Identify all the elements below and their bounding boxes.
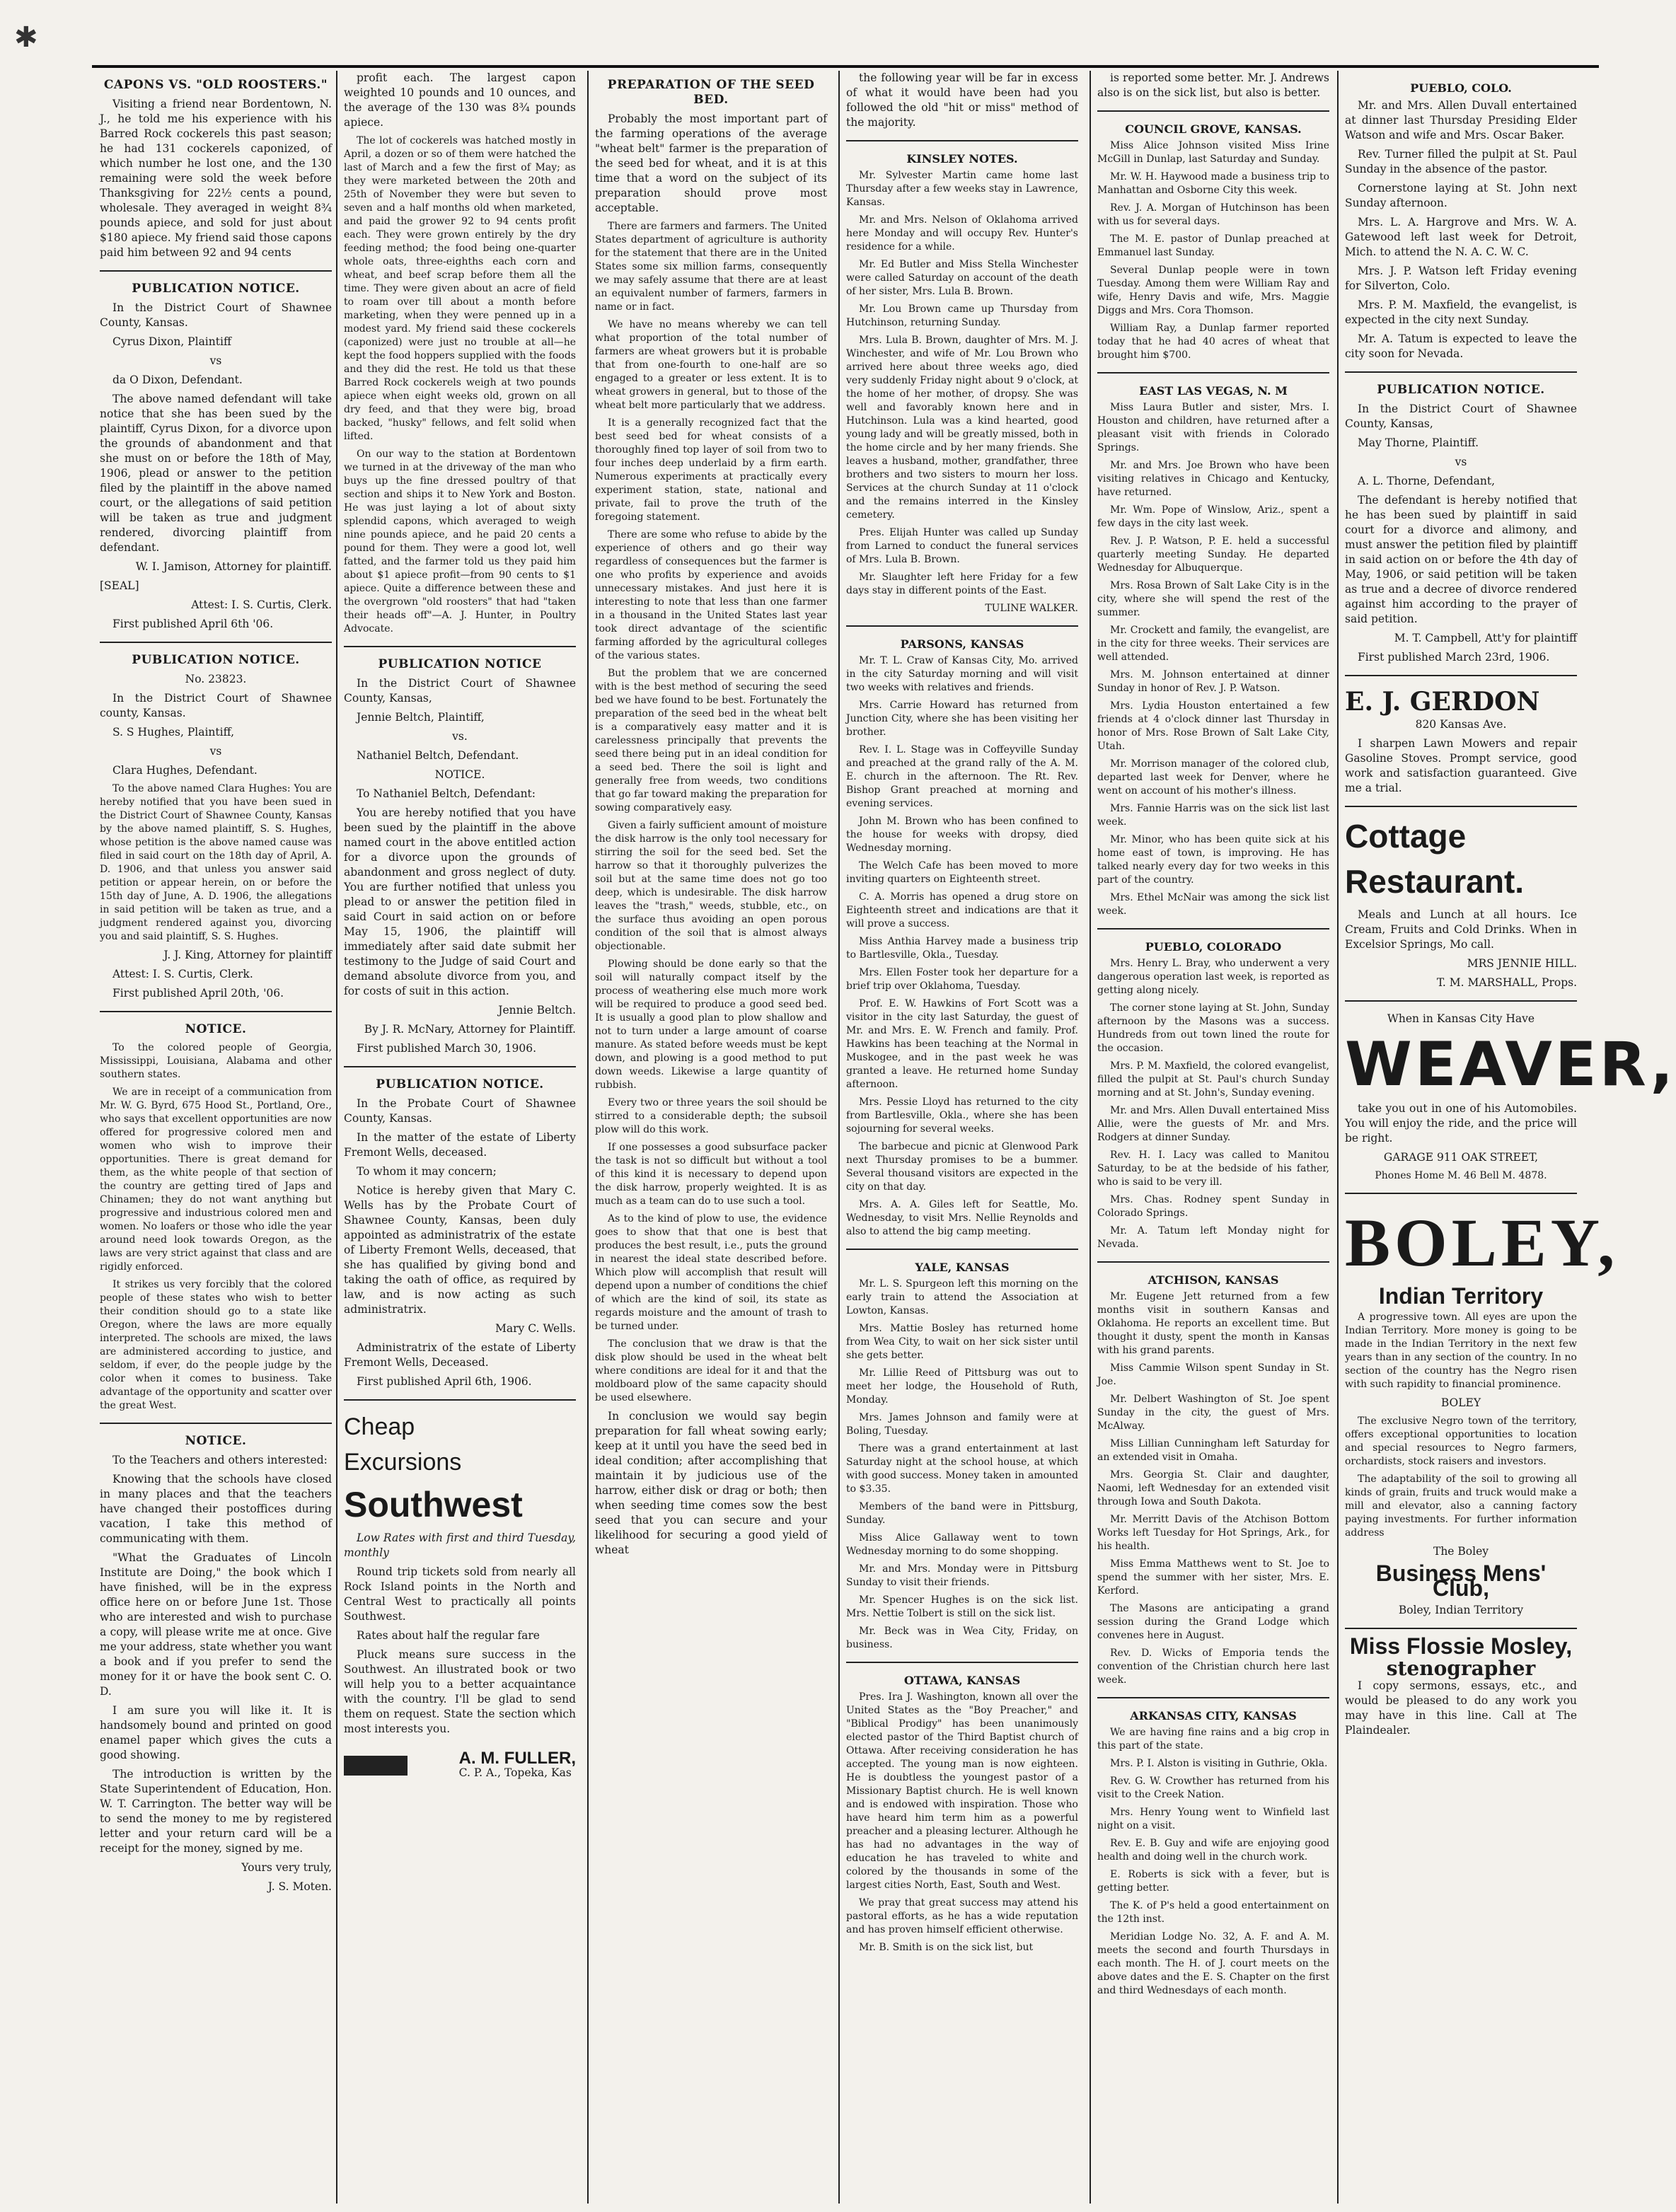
news-item: Mr. Lillie Reed of Pittsburg was out to meet her lodge, the Household of Ruth, Monday. <box>846 1367 1078 1406</box>
notice-defendant: da O Dixon, Defendant. <box>112 374 243 386</box>
article-body: Probably the most important part of the farming operations of the average "wheat belt" farmer is the preparation of the seed bed for wheat, and it is at this time that a word on the subject of its preparation should prove most acceptable. <box>595 112 827 214</box>
news-item: C. A. Morris has opened a drug store on Eighteenth street and indications are that it will prove a success. <box>846 891 1078 930</box>
notice-title: PUBLICATION NOTICE. <box>376 1077 544 1091</box>
notice-attorney: J. J. King, Attorney for plaintiff <box>163 949 332 961</box>
ad-boley-club: The Boley <box>1433 1545 1489 1558</box>
news-item: Miss Anthia Harvey made a business trip to Bartlesville, Okla., Tuesday. <box>846 936 1078 961</box>
section-title: PUEBLO, COLORADO <box>1145 940 1282 954</box>
news-item: Rev. Turner filled the pulpit at St. Paul Sunday in the absence of the pastor. <box>1345 148 1577 175</box>
news-item: E. Roberts is sick with a fever, but is getting better. <box>1097 1869 1329 1894</box>
news-item: Mrs. Ethel McNair was among the sick list week. <box>1097 892 1329 917</box>
notice-body: "What the Graduates of Lincoln Institute are Doing," the book which I have finished, will be in the express office here on or before June 1st. Those who are interested and wish to purchase a copy, will please write me at once. Give me your address, state whether you want a book and if you prefer to send the money for it or have the book sent C. O. D. <box>100 1551 332 1698</box>
divider <box>1345 806 1577 807</box>
notice-body: The above named defendant will take notice that she has been sued by the plaintiff, Cyrus Dixon, for a divorce upon the grounds of abandonment and that she must on or before the 18th of May, 1906, plead or answer to the petition filed by the plaintiff in the above named court, or the allegations of said petition will be taken as true and judgment rendered, divorcing plaintiff from defendant. <box>100 393 332 554</box>
notice-body: I am sure you will like it. It is handsomely bound and printed on good enamel paper which gives the cuts a good showing. <box>100 1704 332 1761</box>
ad-gerdon-address: 820 Kansas Ave. <box>1415 718 1507 731</box>
notice-published: First published April 6th, 1906. <box>357 1375 532 1388</box>
news-item: Mr. Merritt Davis of the Atchison Bottom Works left Tuesday for Hot Springs, Ark., for his health. <box>1097 1514 1329 1552</box>
news-item: Mr. Ed Butler and Miss Stella Winchester were called Saturday on account of the death of her sister, Mrs. Lula B. Brown. <box>846 259 1078 297</box>
article-body: the following year will be far in excess of what it would have been had you followed the old "hit or miss" method of the majority. <box>846 71 1078 129</box>
news-item: Mr. and Mrs. Allen Duvall entertained Miss Allie, were the guests of Mr. and Mrs. Rodgers at dinner Sunday. <box>1097 1105 1329 1143</box>
notice-to: To Nathaniel Beltch, Defendant: <box>357 787 536 800</box>
news-item: Mrs. L. A. Hargrove and Mrs. W. A. Gatewood left last week for Detroit, Mich. to attend the N. A. C. W. C. <box>1345 216 1577 258</box>
news-item: William Ray, a Dunlap farmer reported today that he had 40 acres of wheat that brought him $700. <box>1097 323 1329 361</box>
news-item: Mr. B. Smith is on the sick list, but <box>859 1942 1034 1953</box>
article-body: Given a fairly sufficient amount of moisture the disk harrow is the only tool necessary for stirring the soil for the seed bed. Set the harrow so that it thoroughly pulverizes the soil but at the same time does not go too deep, which is undesirable. The disk harrow leaves the "trash," weeds, stubble, etc., on the surface thus avoiding an open porous condition of the soil that is almost always objectionable. <box>595 820 827 952</box>
notice-published: First published March 30, 1906. <box>357 1042 536 1055</box>
news-item: Mr. Morrison manager of the colored club, departed last week for Denver, where he went on account of his mother's illness. <box>1097 758 1329 797</box>
section-title: ATCHISON, KANSAS <box>1148 1273 1279 1287</box>
article-body: Plowing should be done early so that the soil will naturally compact itself by the process of weathering else much more work will be required to produce a good seed bed. It is usually a good plan to plow shallow and not to turn under a large amount of coarse manure. As stated before weeds must be kept down, and plowing is a good method to put down weeds. Likewise a large quantity of rubbish. <box>595 959 827 1091</box>
notice-admin: Administratrix of the estate of Liberty Fremont Wells, Deceased. <box>344 1341 576 1369</box>
ad-boley-body: A progressive town. All eyes are upon the Indian Territory. More money is going to be made in the Indian Territory in the next few years than in any section of the country. In no section of the country has the Negro risen with such rapidity to financial prominence. <box>1345 1311 1577 1390</box>
column-rule <box>587 71 589 2204</box>
top-rule <box>92 65 1599 68</box>
notice-body: To the Teachers and others interested: <box>112 1454 328 1466</box>
article-body: If one possesses a good subsurface packer the task is not so difficult but without a tool of this kind it is necessary to depend upon the disk harrow, properly weighted. It is as much as a team can do to use such a tool. <box>595 1142 827 1207</box>
train-icon <box>344 1756 408 1776</box>
news-item: Mrs. A. A. Giles left for Seattle, Mo. Wednesday, to visit Mrs. Nellie Reynolds and also to attend the big camp meeting. <box>846 1199 1078 1237</box>
ad-name: A. M. FULLER, <box>458 1749 576 1768</box>
news-item: Several Dunlap people were in town Tuesday. Among them were William Ray and wife, Henry Davis and wife, Mrs. Maggie Diggs and Mrs. Cora Thomson. <box>1097 265 1329 316</box>
section-title: OTTAWA, KANSAS <box>903 1674 1021 1687</box>
article-body: The lot of cockerels was hatched mostly in April, a dozen or so of them were hatched the last of March and a few the first of May; as they were marketed between the 20th and 25th of November they were but seven to seven and a half months old when marketed, and paid the grower 92 to 94 cents profit each. They were grown entirely by the dry feeding method; the food being one-quarter whole oats, three-eighths each corn and wheat, and beef scrap before them all the time. They were given about an acre of field to roam over till about a month before marketing, when they were penned up in a modest yard. My friend said these cockerels (caponized) were just no trouble at all—he kept the food hoppers supplied with the foods and they did the rest. He told us that these Barred Rock cockerels weigh at two pounds apiece when eight weeks old, grown on all dry feed, and that they were big, broad backed, "husky" fellows, and felt solid when lifted. <box>344 135 576 442</box>
divider <box>1345 1193 1577 1194</box>
correspondent-signature: TULINE WALKER. <box>985 603 1078 614</box>
notice-attest: Attest: I. S. Curtis, Clerk. <box>112 968 253 980</box>
news-item: Mr. Sylvester Martin came home last Thursday after a few weeks stay in Lawrence, Kansas. <box>846 170 1078 208</box>
ad-body: Round trip tickets sold from nearly all Rock Island points in the North and Central West to practically all points Southwest. <box>344 1565 576 1623</box>
ad-cottage-title: Restaurant. <box>1345 863 1525 900</box>
notice-title: PUBLICATION NOTICE. <box>132 282 300 296</box>
column-rule <box>336 71 337 2204</box>
notice-plaintiff: Cyrus Dixon, Plaintiff <box>112 335 231 348</box>
section-title: EAST LAS VEGAS, N. M <box>1139 384 1288 398</box>
ad-signature <box>344 1751 576 1780</box>
news-item: Pres. Ira J. Washington, known all over the United States as the "Boy Preacher," and "Biblical Prodigy" has been unanimously elected pastor of the Third Baptist church of Ottawa. After receiving consideration he has accepted. The young man is now eighteen. He is doubtless the youngest pastor of a Missionary Baptist church. He is well known and is endowed with inspiration. Those who have heard him term him as a powerful preacher and a pleasing lecturer. Although he has had no advantages in the way of education he has traveled to white and colored by the thousands in some of the largest cities North, East, South and West. <box>846 1691 1078 1891</box>
news-item: Mr. Lou Brown came up Thursday from Hutchinson, returning Sunday. <box>846 303 1078 328</box>
ad-cottage-props: T. M. MARSHALL, Props. <box>1436 976 1577 989</box>
notice-vs: vs <box>209 354 222 367</box>
news-item: We are having fine rains and a big crop in this part of the state. <box>1097 1727 1329 1751</box>
notice-vs: vs <box>209 745 222 758</box>
notice-defendant: Clara Hughes, Defendant. <box>112 764 258 777</box>
news-item: The barbecue and picnic at Glenwood Park next Thursday promises to be a bummer. Several thousand visitors are expected in the city on that day. <box>846 1141 1078 1193</box>
news-item: Mrs. M. Johnson entertained at dinner Sunday in honor of Rev. J. P. Watson. <box>1097 669 1329 694</box>
article-title: PREPARATION OF THE SEED BED. <box>607 78 815 107</box>
news-item: Mrs. J. P. Watson left Friday evening for Silverton, Colo. <box>1345 265 1577 292</box>
notice-defendant: Nathaniel Beltch, Defendant. <box>357 749 519 762</box>
news-item: The M. E. pastor of Dunlap preached at Emmanuel last Sunday. <box>1097 233 1329 258</box>
divider <box>1345 371 1577 373</box>
ad-boley-club: Business Mens' Club, <box>1375 1560 1547 1601</box>
news-item: Mr. and Mrs. Joe Brown who have been visiting relatives in Chicago and Kentucky, have returned. <box>1097 460 1329 498</box>
divider <box>344 1399 576 1401</box>
notice-body: The introduction is written by the State Superintendent of Education, Hon. W. T. Carrington. The better way will be to send the money to me by registered letter and your return card will be a receipt for the money, signed by me. <box>100 1768 332 1855</box>
news-item: Mr. T. L. Craw of Kansas City, Mo. arrived in the city Saturday morning and will visit two weeks with relatives and friends. <box>846 655 1078 693</box>
notice-body: Knowing that the schools have closed in many places and that the teachers have changed their postoffices during vacation, I take this method of communicating with them. <box>100 1473 332 1545</box>
article-body: We have no means whereby we can tell what proportion of the total number of farmers are wheat growers but it is probable that from one-fourth to one-half are so engaged to a greater or less extent. It is to wheat growers in general, but to those of the wheat belt more particularly that we address. <box>595 319 827 411</box>
news-item: Mrs. Lydia Houston entertained a few friends at 4 o'clock dinner last Thursday in honor of Mrs. Rose Brown of Salt Lake City, Utah. <box>1097 700 1329 752</box>
section-title: ARKANSAS CITY, KANSAS <box>1130 1709 1297 1722</box>
article-body: In conclusion we would say begin preparation for fall wheat sowing early; keep at it until you have the seed bed in ideal condition; after accomplishing that maintain it by judicious use of the harrow, either disk or drag or both; then when seeding time comes sow the best seed that you can secure and your likelihood for securing a good yield of wheat <box>595 1410 827 1556</box>
ad-mosley-body: I copy sermons, essays, etc., and would be pleased to do any work you may have in this line. Call at The Plaindealer. <box>1345 1679 1577 1737</box>
notice-signature: J. S. Moten. <box>267 1880 332 1893</box>
news-item: Mr. and Mrs. Nelson of Oklahoma arrived here Monday and will occupy Rev. Hunter's residence for a while. <box>846 214 1078 253</box>
notice-attorney: W. I. Jamison, Attorney for plaintiff. <box>135 560 332 573</box>
notice-attorney: By J. R. McNary, Attorney for Plaintiff. <box>364 1023 576 1036</box>
divider <box>846 140 1078 141</box>
notice-court: In the District Court of Shawnee county, Kansas. <box>100 692 332 719</box>
news-item: Mr. Delbert Washington of St. Joe spent Sunday in the city, the guest of Mrs. McAlway. <box>1097 1394 1329 1432</box>
news-item: Mrs. P. M. Maxfield, the evangelist, is expected in the city next Sunday. <box>1345 299 1577 326</box>
ad-boley-club: Boley, Indian Territory <box>1398 1604 1524 1616</box>
article-body: It is a generally recognized fact that the best seed bed for wheat consists of a thoroughly fined top layer of soil from two to four inches deep underlaid by a firm earth. Numerous experiments at practically every experiment station, state, national and private, fail to prove the truth of the foregoing statement. <box>595 417 827 523</box>
news-item: There was a grand entertainment at last Saturday night at the school house, at which with good success. Money taken in amounted to $3.35. <box>846 1443 1078 1495</box>
divider <box>1097 110 1329 112</box>
notice-plaintiff: May Thorne, Plaintiff. <box>1358 436 1479 449</box>
article-body: profit each. The largest capon weighted 10 pounds and 10 ounces, and the average of the 130 was 8¾ pounds apiece. <box>344 71 576 129</box>
news-item: Mr. Spencer Hughes is on the sick list. Mrs. Nettie Tolbert is still on the sick list. <box>846 1594 1078 1619</box>
news-item: Rev. G. W. Crowther has returned from his visit to the Creek Nation. <box>1097 1776 1329 1800</box>
ad-boley-body: The exclusive Negro town of the territory, offers exceptional opportunities to location and special resources to Negro farmers, orchardists, stock raisers and investors. <box>1345 1415 1577 1467</box>
news-item: Meridian Lodge No. 32, A. F. and A. M. meets the second and fourth Thursdays in each month. The H. of J. court meets on the above dates and the E. S. Chapter on the first and third Wednesdays of each month. <box>1097 1931 1329 1996</box>
divider <box>846 625 1078 627</box>
ad-rates: Low Rates with first and third Tuesday, monthly <box>344 1531 576 1559</box>
divider <box>1097 372 1329 374</box>
news-item: Mrs. Mattie Bosley has returned home from Wea City, to wait on her sick sister until she gets better. <box>846 1323 1078 1361</box>
column-4 <box>842 71 1082 2200</box>
notice-title: NOTICE. <box>185 1022 247 1036</box>
notice-published: First published April 20th, '06. <box>112 987 284 1000</box>
ad-weaver-intro: When in Kansas City Have <box>1387 1012 1535 1025</box>
divider <box>344 646 576 647</box>
notice-title: NOTICE. <box>185 1434 247 1448</box>
ad-gerdon-body: I sharpen Lawn Mowers and repair Gasoline Stoves. Prompt service, good work and satisfaction guaranteed. Give me a trial. <box>1345 737 1577 794</box>
ad-boley-head: BOLEY <box>1440 1396 1481 1409</box>
notice-matter: In the matter of the estate of Liberty Fremont Wells, deceased. <box>344 1131 576 1159</box>
column-1 <box>96 71 336 2200</box>
article-body: The conclusion that we draw is that the disk plow should be used in the wheat belt where conditions are ideal for it and that the moldboard plow of the same capacity should be used elsewhere. <box>595 1338 827 1403</box>
ad-boley-body: The adaptability of the soil to growing all kinds of grain, fruits and truck would make a mill and elevator, also a canning factory paying investments. For further information address <box>1345 1473 1577 1539</box>
notice-court: In the District Court of Shawnee County, Kansas, <box>1345 403 1577 430</box>
news-item: Mrs. P. I. Alston is visiting in Guthrie, Okla. <box>1110 1758 1328 1769</box>
notice-body: You are hereby notified that you have been sued by the plaintiff in the above named court in the above entitled action for a divorce upon the grounds of abandonment and gross neglect of duty. You are further notified that unless you plead to or answer the petition filed in said Court in said action on or before May 15, 1906, the plaintiff will immediately after said date submit her testimony to the Judge of said Court and demand absolute divorce from you, and for costs of suit in this action. <box>344 806 576 997</box>
news-item: Mr. Slaughter left here Friday for a few days stay in different points of the East. <box>846 572 1078 596</box>
notice-body: To the colored people of Georgia, Mississippi, Louisiana, Alabama and other southern states. <box>100 1042 332 1080</box>
divider <box>344 1066 576 1067</box>
notice-published: First published March 23rd, 1906. <box>1358 651 1550 664</box>
news-item: Mrs. Georgia St. Clair and daughter, Naomi, left Wednesday for an extended visit through Iowa and South Dakota. <box>1097 1469 1329 1507</box>
notice-court: In the District Court of Shawnee County, Kansas. <box>100 301 332 329</box>
notice-published: First published April 6th '06. <box>112 618 274 630</box>
notice-title: PUBLICATION NOTICE. <box>132 653 300 667</box>
ad-cottage-body: Meals and Lunch at all hours. Ice Cream, Fruits and Cold Drinks. When in Excelsior Springs, Mo call. <box>1345 908 1577 951</box>
section-title: PUEBLO, COLO. <box>1410 81 1512 95</box>
news-item: Pres. Elijah Hunter was called up Sunday from Larned to conduct the funeral services of Mrs. Lula B. Brown. <box>846 527 1078 565</box>
news-item: Mrs. Pessie Lloyd has returned to the city from Bartlesville, Okla., where she has been sojourning for several weeks. <box>846 1096 1078 1135</box>
section-title: YALE, KANSAS <box>915 1261 1010 1274</box>
news-item: Mrs. P. M. Maxfield, the colored evangelist, filled the pulpit at St. Paul's church Sunday morning and at St. John's, Sunday evening. <box>1097 1060 1329 1099</box>
notice-plaintiff: Jennie Beltch, Plaintiff, <box>357 711 485 724</box>
notice-vs: vs <box>1455 456 1467 468</box>
notice-body: To the above named Clara Hughes: You are hereby notified that you have been sued in the District Court of Shawnee County, Kansas by the above named plaintiff, S. S. Hughes, whose petition is the above named cause was filed in said court on the 18th day of April, A. D. 1906, and that unless you answer said petition or appear herein, on or before the 15th day of June, A. D. 1906, the allegations in said petition will be taken as true, and a judgment rendered against you, divorcing you and said plaintiff, S. S. Hughes. <box>100 783 332 942</box>
divider <box>1345 1628 1577 1629</box>
news-item: Mr. Beck was in Wea City, Friday, on business. <box>846 1626 1078 1650</box>
notice-court: In the Probate Court of Shawnee County, Kansas. <box>344 1097 576 1125</box>
news-item: The K. of P's held a good entertainment on the 12th inst. <box>1097 1900 1329 1925</box>
news-item: Mr. A. Tatum is expected to leave the city soon for Nevada. <box>1345 332 1577 360</box>
news-item: Mr. Wm. Pope of Winslow, Ariz., spent a few days in the city last week. <box>1097 504 1329 529</box>
article-body: On our way to the station at Bordentown we turned in at the driveway of the man who buys up the fine dressed poultry of that section and ships it to New York and Boston. He was just laying a lot of about sixty splendid capons, which averaged to weigh nine pounds apiece, and he paid 20 cents a pound for them. They were a good lot, well fatted, and the farmer told us they paid him about $1 apiece profit—from 90 cents to $1 apiece. Quite a difference between these and the overgrown "old roosters" that had "taken their heads off"—A. J. Hunter, in Poultry Advocate. <box>344 448 576 635</box>
news-item: Mrs. Chas. Rodney spent Sunday in Colorado Springs. <box>1097 1194 1329 1219</box>
ad-weaver-garage: GARAGE 911 OAK STREET, <box>1383 1151 1539 1164</box>
notice-defendant: A. L. Thorne, Defendant, <box>1358 475 1496 487</box>
news-item: Mr. and Mrs. Monday were in Pittsburg Sunday to visit their friends. <box>846 1563 1078 1588</box>
section-title: PARSONS, KANSAS <box>900 637 1024 651</box>
ad-mosley-sub: stenographer <box>1386 1657 1536 1680</box>
notice-title: PUBLICATION NOTICE. <box>1377 383 1545 397</box>
column-rule <box>1090 71 1091 2204</box>
article-body: As to the kind of plow to use, the evidence goes to show that that one is best that produces the best result, i.e., puts the ground in nearest the ideal state described before. Which plow will accomplish that result will depend upon a number of conditions the chief of which are the kind of soil, its state as regards moisture and the amount of trash to be turned under. <box>595 1213 827 1332</box>
margin-mark-icon: ✱ <box>14 21 38 54</box>
notice-vs: vs. <box>452 730 468 743</box>
ad-body: Pluck means sure success in the Southwest. An illustrated book or two will help you to a better acquaintance with the country. I'll be glad to send them on request. State the section which most interests you. <box>344 1648 576 1735</box>
column-2 <box>340 71 580 2200</box>
notice-subtitle: NOTICE. <box>434 768 485 781</box>
ad-weaver-body: take you out in one of his Automobiles. You will enjoy the ride, and the price will be right. <box>1345 1102 1577 1145</box>
notice-court: In the District Court of Shawnee County, Kansas, <box>344 677 576 705</box>
news-item: Mr. A. Tatum left Monday night for Nevada. <box>1097 1225 1329 1250</box>
news-item: Mr. W. H. Haywood made a business trip to Manhattan and Osborne City this week. <box>1097 171 1329 196</box>
notice-title: PUBLICATION NOTICE <box>378 657 542 671</box>
divider <box>846 1249 1078 1250</box>
news-item: Mrs. Ellen Foster took her departure for a brief trip over Oklahoma, Tuesday. <box>846 967 1078 992</box>
divider <box>1097 1261 1329 1263</box>
notice-body: Notice is hereby given that Mary C. Wells has by the Probate Court of Shawnee County, Kansas, been duly appointed as administratrix of the estate of Liberty Fremont Wells, deceased, that she has qualified by giving bond and taking the oath of office, as required by law, and is now acting as such administratrix. <box>344 1184 576 1316</box>
news-item: Rev. I. L. Stage was in Coffeyville Sunday and preached at the grand rally of the A. M. E. church in the afternoon. The Rt. Rev. Bishop Grant preached at morning and evening services. <box>846 744 1078 809</box>
news-item: Rev. D. Wicks of Emporia tends the convention of the Christian church here last week. <box>1097 1648 1329 1686</box>
news-item: Mr. L. S. Spurgeon left this morning on the early train to attend the Association at Lowton, Kansas. <box>846 1278 1078 1316</box>
ad-mosley-name: Miss Flossie Mosley, <box>1349 1633 1573 1659</box>
news-item: Rev. E. B. Guy and wife are enjoying good health and doing well in the church work. <box>1097 1838 1329 1863</box>
notice-body: We are in receipt of a communication from Mr. W. G. Byrd, 675 Hood St., Portland, Ore., who says that excellent opportunities are now offered for progressive colored men and women who wish to improve their opportunities. There is great demand for them, as the white people of that section of the country are getting tired of Japs and Chinamen; they do not want anything but progressive and industrious colored men and women. No loafers or those who idle the year around need look towards Oregon, as the laws are very strict against that class and are rigidly enforced. <box>100 1087 332 1273</box>
ad-cottage-props: MRS JENNIE HILL. <box>1467 957 1577 970</box>
ad-headline: Excursions <box>344 1449 462 1476</box>
notice-signature: Mary C. Wells. <box>495 1322 576 1335</box>
ad-address: C. P. A., Topeka, Kas <box>458 1766 572 1779</box>
news-item: Rev. H. I. Lacy was called to Manitou Saturday, to be at the bedside of his father, who is said to be very ill. <box>1097 1150 1329 1188</box>
news-item: Members of the band were in Pittsburg, Sunday. <box>846 1501 1078 1526</box>
divider <box>1345 675 1577 676</box>
divider <box>1345 1000 1577 1002</box>
news-item: Mr. Minor, who has been quite sick at his home east of town, is improving. He has talked nearly every day for two weeks in this part of the country. <box>1097 834 1329 886</box>
notice-body: It strikes us very forcibly that the colored people of these states who wish to better their condition should go to a state like Oregon, where the laws are more equally interpreted. The schools are mixed, the laws are administered according to justice, and seldom, if ever, do the people judge by the color when it comes to business. Take advantage of the opportunity and scatter over the great West. <box>100 1279 332 1411</box>
news-item: Mrs. Henry L. Bray, who underwent a very dangerous operation last week, is reported as getting along nicely. <box>1097 958 1329 996</box>
column-rule <box>1337 71 1339 2204</box>
notice-attest: Attest: I. S. Curtis, Clerk. <box>191 598 332 611</box>
ad-cottage-title: Cottage <box>1345 818 1467 855</box>
notice-seal: [SEAL] <box>100 579 139 592</box>
notice-number: No. 23823. <box>185 673 247 685</box>
news-item: Miss Emma Matthews went to St. Joe to spend the summer with her sister, Mrs. E. Kerford. <box>1097 1558 1329 1597</box>
news-item: Miss Alice Johnson visited Miss Irine McGill in Dunlap, last Saturday and Sunday. <box>1097 140 1329 165</box>
divider <box>1097 1697 1329 1698</box>
news-item: Rev. J. A. Morgan of Hutchinson has been with us for several days. <box>1097 202 1329 227</box>
news-item: The Masons are anticipating a grand session during the Grand Lodge which convenes here in August. <box>1097 1603 1329 1641</box>
notice-attorney: M. T. Campbell, Att'y for plaintiff <box>1394 632 1577 644</box>
news-item: Mrs. Carrie Howard has returned from Junction City, where she has been visiting her brother. <box>846 700 1078 738</box>
ad-boley-name: BOLEY, <box>1345 1205 1619 1280</box>
column-rule <box>838 71 840 2204</box>
news-item: Rev. J. P. Watson, P. E. held a successful quarterly meeting Sunday. He departed Wednesday for Albuquerque. <box>1097 535 1329 574</box>
news-item: We pray that great success may attend his pastoral efforts, as he has a wide reputation and has proven himself efficient otherwise. <box>846 1897 1078 1935</box>
divider <box>1097 928 1329 930</box>
section-title: KINSLEY NOTES. <box>906 152 1018 166</box>
notice-to: To whom it may concern; <box>357 1165 497 1178</box>
divider <box>100 270 332 272</box>
news-item: Miss Cammie Wilson spent Sunday in St. Joe. <box>1097 1362 1329 1387</box>
column-3 <box>591 71 831 2200</box>
notice-signature: Jennie Beltch. <box>498 1004 576 1017</box>
article-body: There are farmers and farmers. The United States department of agriculture is authority for the statement that there are in the United States some six million farms, consequently we may safely assume that there are at least an equivalent number of farmers, farmers in name or in fact. <box>595 221 827 313</box>
news-item: Mrs. Rosa Brown of Salt Lake City is in the city, where she will spend the rest of the summer. <box>1097 580 1329 618</box>
notice-body: The defendant is hereby notified that he has been sued by plaintiff in said court for a divorce and alimony, and must answer the petition filed by plaintiff in said action on or before the 4th day of May, 1906, or said petition will be taken as true and a decree of divorce rendered against him according to the prayer of said petition. <box>1345 494 1577 625</box>
ad-headline: Southwest <box>344 1485 523 1524</box>
news-item: Miss Lillian Cunningham left Saturday for an extended visit in Omaha. <box>1097 1438 1329 1463</box>
article-body: There are some who refuse to abide by the experience of others and go their way regardless of consequences but the farmer is one who profits by experience and avoids unnecessary mistakes. And just here it is interesting to note that less than one farmer in a thousand in the United States last year took direct advantage of the scientific farming afforded by the agricultural colleges of the various states. <box>595 529 827 661</box>
article-body: But the problem that we are concerned with is the best method of securing the seed bed we have found to be best. Fortunately the preparation of the seed bed in the wheat belt is a comparatively easy matter and it is carelessness principally that prevents the seed there being put in an ideal condition for a seed bed. There the soil is light and generally free from weeds, two conditions that go far toward making the preparation for sowing comparatively easy. <box>595 668 827 813</box>
news-item: is reported some better. Mr. J. Andrews also is on the sick list, but also is better. <box>1097 71 1329 99</box>
article-title: CAPONS VS. "OLD ROOSTERS." <box>103 78 328 92</box>
news-item: The Welch Cafe has been moved to more inviting quarters on Eighteenth street. <box>846 860 1078 885</box>
news-item: Mr. and Mrs. Allen Duvall entertained at dinner last Thursday Presiding Elder Watson and wife and Mrs. Oscar Baker. <box>1345 99 1577 141</box>
article-body: Every two or three years the soil should be stirred to a considerable depth; the subsoil plow will do this work. <box>595 1097 827 1135</box>
news-item: John M. Brown who has been confined to the house for weeks with dropsy, died Wednesday morning. <box>846 816 1078 854</box>
news-item: Mrs. Lula B. Brown, daughter of Mrs. M. J. Winchester, and wife of Mr. Lou Brown who arrived here about three weeks ago, died very suddenly Friday night about 9 o'clock, at the home of her mother, of dropsy. She was well and favorably known here and in Hutchinson. Lula was a kind hearted, good young lady and will be greatly missed, both in the home circle and by her many friends. She leaves a husband, mother, grandfather, three brothers and two sisters to mourn her loss. Services at the church Sunday at 11 o'clock and the remains interred in the Kinsley cemetery. <box>846 335 1078 521</box>
divider <box>100 1423 332 1424</box>
news-item: The corner stone laying at St. John, Sunday afternoon by the Masons was a success. Hundreds from out town lined the route for the occasion. <box>1097 1002 1329 1054</box>
news-item: Mrs. Henry Young went to Winfield last night on a visit. <box>1097 1807 1329 1831</box>
ad-gerdon-name: E. J. GERDON <box>1345 687 1540 717</box>
news-item: Miss Alice Gallaway went to town Wednesday morning to do some shopping. <box>846 1532 1078 1557</box>
ad-boley-sub: Indian Territory <box>1378 1283 1544 1309</box>
article-body: Visiting a friend near Bordentown, N. J., he told me his experience with his Barred Rock cockerels this past season; he had 131 cockerels caponized, of which number he lost one, and the 130 remaining were sold the week before Thanksgiving for 22½ cents a pound, wholesale. They averaged in weight 8¾ pounds apiece, and sold for just about $180 apiece. My friend said those capons paid him between 92 and 94 cents <box>100 98 332 259</box>
news-item: Mrs. Fannie Harris was on the sick list last week. <box>1097 803 1329 828</box>
divider <box>100 642 332 643</box>
news-item: Prof. E. W. Hawkins of Fort Scott was a visitor in the city last Saturday, the guest of Mr. and Mrs. E. W. French and family. Prof. Hawkins has been teaching at the Normal in Muskogee, and in the past week he was granted a leave. He returned home Sunday afternoon. <box>846 998 1078 1090</box>
column-6 <box>1341 71 1676 2200</box>
ad-body: Rates about half the regular fare <box>357 1629 540 1642</box>
section-title: COUNCIL GROVE, KANSAS. <box>1125 122 1302 136</box>
news-item: Mr. Eugene Jett returned from a few months visit in southern Kansas and Oklahoma. He reports an excellent time. But thought it dusty, spent the month in Kansas with his grand parents. <box>1097 1291 1329 1356</box>
notice-closing: Yours very truly, <box>241 1861 332 1874</box>
news-item: Mrs. James Johnson and family were at Boling, Tuesday. <box>846 1412 1078 1437</box>
news-item: Miss Laura Butler and sister, Mrs. I. Houston and children, have returned after a pleasant visit with friends in Colorado Springs. <box>1097 402 1329 453</box>
ad-weaver-phones: Phones Home M. 46 Bell M. 4878. <box>1375 1170 1547 1181</box>
news-item: Mr. Crockett and family, the evangelist, are in the city for three weeks. Their services are well attended. <box>1097 625 1329 663</box>
ad-weaver-name: WEAVER, <box>1345 1029 1676 1100</box>
column-5 <box>1093 71 1334 2200</box>
ad-headline: Cheap <box>344 1413 415 1440</box>
divider <box>846 1662 1078 1663</box>
divider <box>100 1011 332 1012</box>
notice-plaintiff: S. S Hughes, Plaintiff, <box>112 726 234 739</box>
news-item: Cornerstone laying at St. John next Sunday afternoon. <box>1345 182 1577 209</box>
